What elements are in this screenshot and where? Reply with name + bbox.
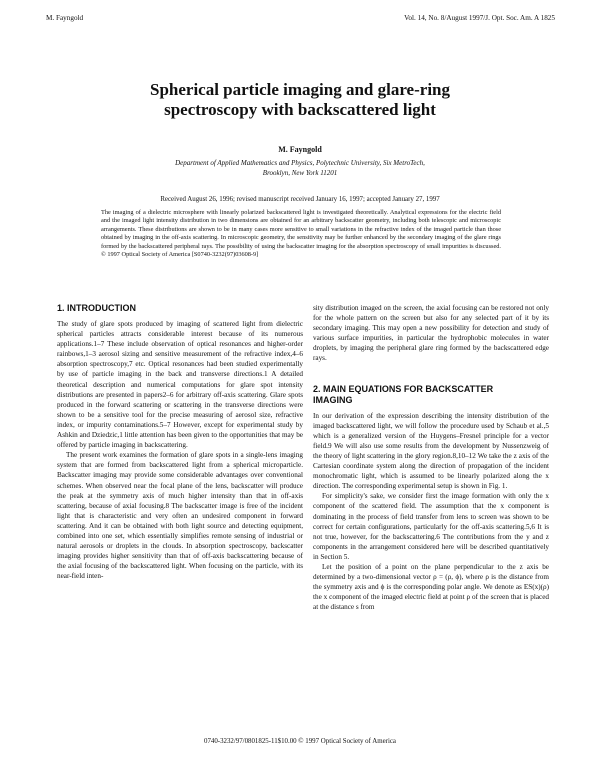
section-2-paragraph-3: Let the position of a point on the plane perpendicular to the z axis be determined by a two-dimensional vector ρ = (ρ, ϕ), where ρ is the distance from the symmetry axis and ϕ is the corresponding polar angle. We denote as ES(x)(ρ) the x component of the imaged electric field at point ρ of the screen that is placed at the distance s from bbox=[313, 562, 549, 612]
title-line-2: spectroscopy with backscattered light bbox=[164, 100, 436, 119]
running-header-journal: Vol. 14, No. 8/August 1997/J. Opt. Soc. Am. A 1825 bbox=[404, 14, 555, 22]
affiliation-line-1: Department of Applied Mathematics and Physics, Polytechnic University, Six MetroTech, bbox=[175, 159, 425, 167]
received-dates: Received August 26, 1996; revised manuscript received January 16, 1997; accepted January 27, 1997 bbox=[160, 196, 440, 203]
section-1-heading: 1. INTRODUCTION bbox=[57, 303, 137, 313]
section-1-paragraph-3: sity distribution imaged on the screen, the axial focusing can be restored not only for the whole pattern on the screen but also for any selected part of it by its secondary imaging. This may open a new possibility for detection and study of various surface impurities, in particular the hydrophobic molecules in water droplets, by imaging the peripheral glare ring formed by the backscattered edge rays. bbox=[313, 304, 549, 363]
section-2-heading bbox=[313, 384, 549, 406]
section-2-paragraph-1: In our derivation of the expression describing the intensity distribution of the imaged backscattered light, we will follow the procedure used by Schaub et al.,5 which is a generalized version of the Huygens–Fresnel principle for a vector field.9 We will also use some results from the development by Nussenzweig of the theory of light scattering in the glory region.8,10–12 We take the z axis of the Cartesian coordinate system along the direction of propagation of the incident monochromatic light, which is assumed to be linearly polarized along the x direction. The corresponding experimental setup is shown in Fig. 1. bbox=[313, 411, 549, 491]
section-2-heading-line-1: 2. MAIN EQUATIONS FOR BACKSCATTER bbox=[313, 383, 494, 394]
copyright-footer: 0740-3232/97/0801825-11$10.00 © 1997 Optical Society of America bbox=[204, 738, 396, 745]
section-2-heading-line-2: IMAGING bbox=[313, 394, 353, 405]
section-1-paragraph-2: The present work examines the formation of glare spots in a single-lens imaging system that are formed from backscattered light from a spherical microparticle. Backscatter imaging may provide some considerable advantages over conventional schemes. When observed near the focal plane of the lens, backscatter will produce the peak at the symmetry axis of much higher intensity than that in off-axis scattering, because of axial focusing.8 The backscatter image is free of the incident light that is characteristic and very often an undesired component in forward scattering. And it can be obtained with both light source and detecting equipment, combined into one set, which essentially simplifies remote sensing of industrial or natural aerosols or droplets in the clouds. In absorption spectroscopy, backscatter imaging provides higher sensitivity than that of off-axis backscattering because of the axial focusing of the backscattered light. When focusing on the particle, with its near-field inten- bbox=[57, 451, 303, 581]
right-column bbox=[313, 303, 549, 612]
title-line-1: Spherical particle imaging and glare-ring bbox=[149, 80, 450, 99]
affiliation bbox=[0, 159, 600, 178]
author-name: M. Fayngold bbox=[278, 145, 322, 154]
section-2-paragraph-2: For simplicity's sake, we consider first the image formation with only the x component of the scattered field. The assumption that the x component is dominating in the process of field transfer from lens to screen was shown to be correct for certain configurations, particularly for the off-axis scattering.5,6 It is not true, however, for the backscattering.6 The contributions from the y and z components in the arrangement considered here will be described quantitatively in Section 5. bbox=[313, 492, 549, 561]
running-header-author: M. Fayngold bbox=[46, 14, 84, 22]
abstract: The imaging of a dielectric microsphere with linearly polarized backscattered light is investigated theoretically. Analytical expressions for the electric field and the imaged light intensity distribution in two dimensions are obtained for an arbitrary backscatter geometry, including both telescopic and microscopic arrangements. These distributions are shown to be in many cases more sensitive to small variations in the refractive index of the imaged particle than those obtained by imaging in the off-axis scattering. In microscopic geometry, the sensitivity may be further enhanced by the secondary imaging of the glare rings formed by the backscattered peripheral rays. The possibility of using the backscatter imaging for the absorption spectroscopy of small impurities is discussed. © 1997 Optical Society of America [S0740-3232(97)03608-9] bbox=[101, 209, 501, 259]
affiliation-line-2: Brooklyn, New York 11201 bbox=[262, 168, 338, 177]
paper-title bbox=[0, 80, 600, 120]
section-1-paragraph-1: The study of glare spots produced by imaging of scattered light from dielectric spherical particles attracts considerable interest because of its numerous applications.1–7 These include observation of optical resonances and higher-order rainbows,1–3 aerosol sizing and sensitive measurement of the refractive index,4–6 absorption spectroscopy,7 etc. Optical resonances had been studied experimentally by use of particle imaging in the back and transverse directions.1 A detailed theoretical description and numerical computations for glare spot intensity distributions are presented in papers2–6 for arbitrary off-axis scattering. Glare spots produced in the forward scattering or scattering in the transverse directions were shown to be a sensitive tool for the precise measuring of aerosol size, refractive index, or impurity contaminations.5–7 However, except for experimental study by Ashkin and Dziedzic,1 little attention has been given to the opportunities that may be offered by particle imaging in backscattering. bbox=[57, 320, 303, 450]
left-column bbox=[57, 303, 303, 581]
